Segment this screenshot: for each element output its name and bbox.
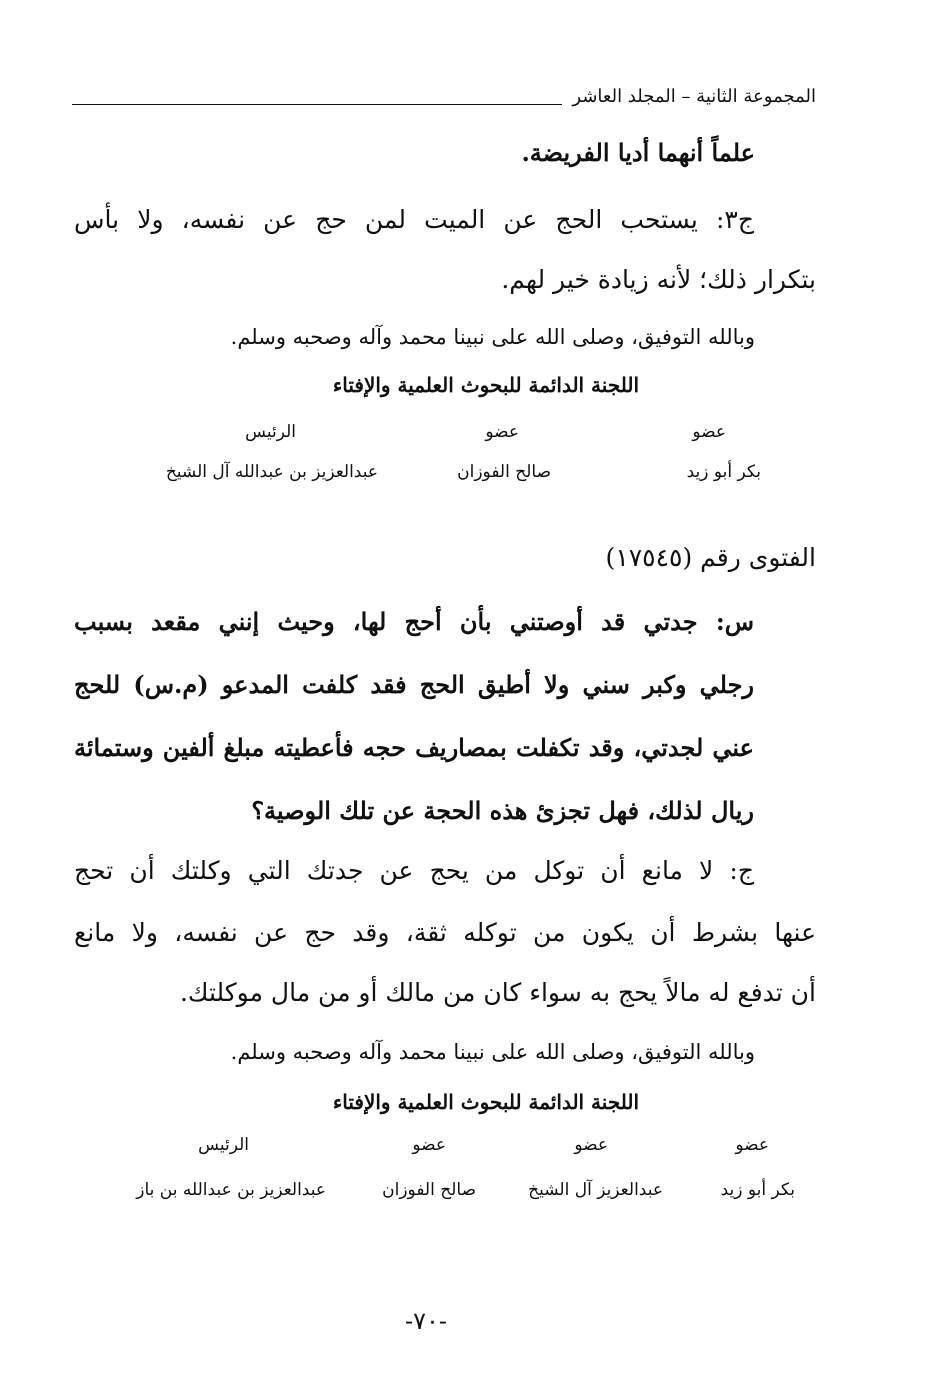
question-line: ريال لذلك، فهل تجزئ هذه الحجة عن تلك الوصية؟ [251,796,754,825]
header-rule [72,104,562,105]
signatory-role: الرئيس [245,422,296,442]
answer-line: ج: لا مانع أن توكل من يحج عن جدتك التي وكلتك أن تحج [74,856,754,885]
running-header [572,86,816,107]
signatory-role: الرئيس [198,1135,249,1155]
continuation-line: علماً أنهما أديا الفريضة. [521,138,755,167]
signatory-name: عبدالعزيز بن عبدالله آل الشيخ [165,462,378,482]
page-number: -٧٠- [405,1307,447,1335]
question-line: عني لجدتي، وقد تكفلت بمصاريف حجه فأعطيته مبلغ ألفين وستمائة [74,733,754,762]
signatory-name: عبدالعزيز بن عبدالله بن باز [136,1180,326,1200]
signatory-role: عضو [485,422,519,442]
closing-formula: وبالله التوفيق، وصلى الله على نبينا محمد وآله وصحبه وسلم. [230,325,755,349]
answer3-line2: بتكرار ذلك؛ لأنه زيادة خير لهم. [501,265,816,294]
committee-title: اللجنة الدائمة للبحوث العلمية والإفتاء [332,373,639,397]
answer3-line1: ج٣: يستحب الحج عن الميت لمن حج عن نفسه، ولا بأس [74,205,754,234]
closing-formula: وبالله التوفيق، وصلى الله على نبينا محمد وآله وصحبه وسلم. [230,1040,755,1064]
committee-title: اللجنة الدائمة للبحوث العلمية والإفتاء [332,1090,639,1114]
signatory-role: عضو [574,1135,608,1155]
running-title: المجموعة الثانية – المجلد العاشر [572,86,816,107]
signatory-name: بكر أبو زيد [686,462,761,482]
signatory-name: عبدالعزيز آل الشيخ [528,1180,663,1200]
answer-line: أن تدفع له مالاً يحج به سواء كان من مالك أو من مال موكلتك. [179,978,816,1007]
signatory-role: عضو [692,422,726,442]
answer-line: عنها بشرط أن يكون من توكله ثقة، وقد حج عن نفسه، ولا مانع [74,918,816,947]
signatory-name: صالح الفوزان [382,1180,476,1200]
fatwa-heading: الفتوى رقم (١٧٥٤٥) [605,543,816,572]
signatory-name: صالح الفوزان [457,462,551,482]
signatory-role: عضو [412,1135,446,1155]
signatory-role: عضو [735,1135,769,1155]
question-line: س: جدتي قد أوصتني بأن أحج لها، وحيث إنني مقعد بسبب [74,607,755,636]
question-line: رجلي وكبر سني ولا أطيق الحج فقد كلفت المدعو (م.س) للحج [74,670,754,699]
signatory-name: بكر أبو زيد [720,1180,795,1200]
